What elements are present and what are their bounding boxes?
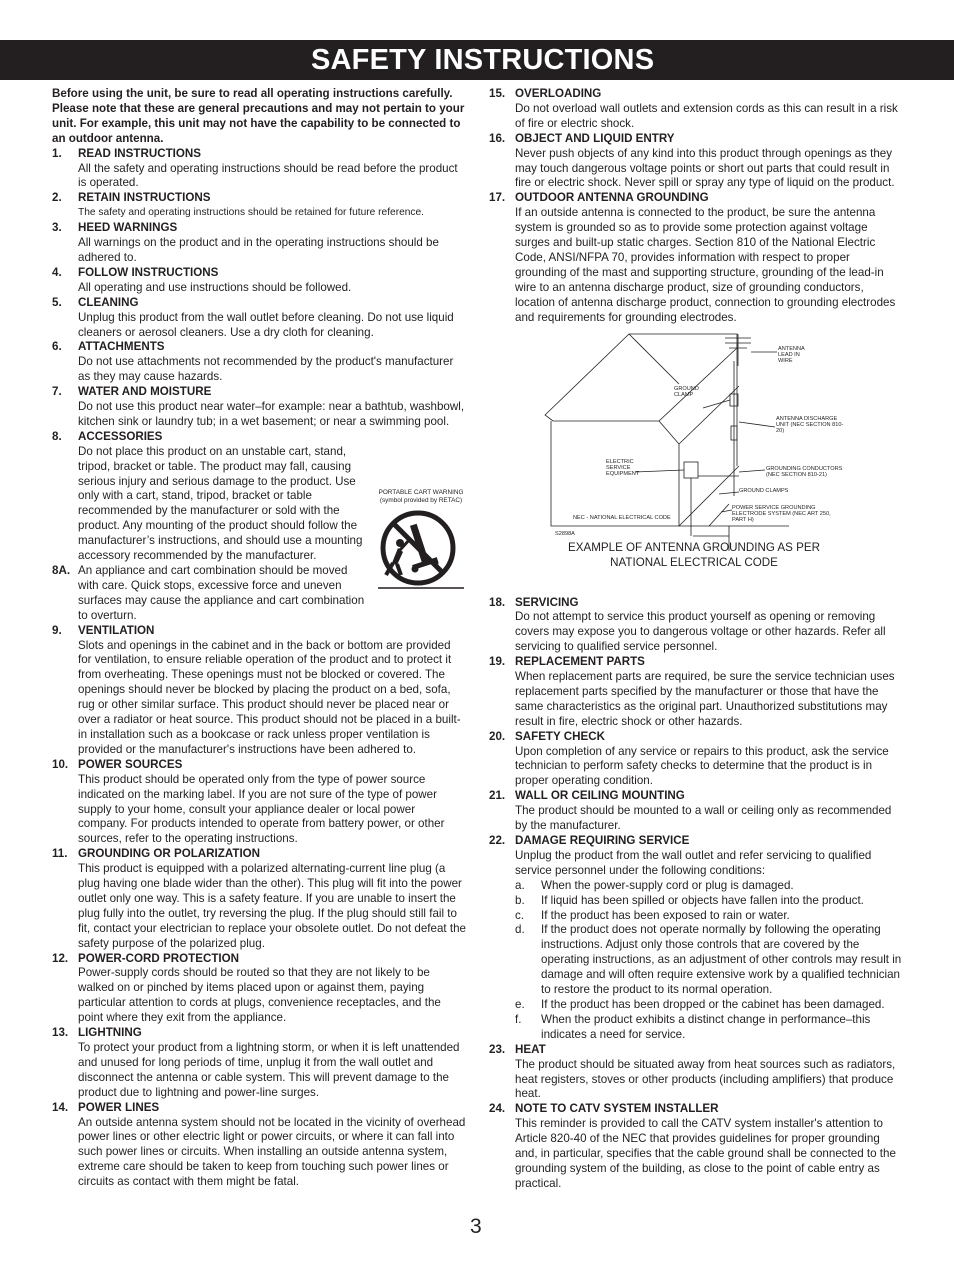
item-body: All the safety and operating instructions should be read before the product is operated. [78, 161, 458, 190]
condition-letter: e. [515, 997, 525, 1011]
instruction-item [489, 191, 903, 325]
item-heading: FOLLOW INSTRUCTIONS [78, 265, 219, 279]
item-heading: READ INSTRUCTIONS [78, 146, 202, 160]
item-number: 13. [52, 1026, 69, 1040]
item-heading: DAMAGE REQUIRING SERVICE [515, 834, 690, 847]
item-body: The product should be mounted to a wall or ceiling only as recommended by the manufacturer. [515, 804, 892, 833]
item-body: Power-supply cords should be routed so that they are not likely to be walked on or pinched by items placed upon or against them, paying particular attention to cords at plugs, convenience receptacles, and the point where they exit from the appliance. [78, 966, 441, 1025]
item-number: 18. [489, 595, 506, 609]
instruction-item [52, 296, 466, 341]
title-bar [0, 40, 954, 80]
item-body: When replacement parts are required, be sure the service technician uses replacement parts specified by the manufacturer or those that have the same characteristics as the original part. Unauthorized substitutions may result in fire, electric shock or other hazards. [515, 670, 895, 728]
item-heading: NOTE TO CATV SYSTEM INSTALLER [515, 1102, 719, 1116]
item-number: 22. [489, 834, 506, 847]
item-number: 6. [52, 340, 62, 354]
item-heading: REPLACEMENT PARTS [515, 655, 645, 669]
item-body: Do not use attachments not recommended by the product's manufacturer as they may cause hazards. [78, 355, 454, 384]
condition-item [515, 923, 903, 998]
item-body: Unplug this product from the wall outlet before cleaning. Do not use liquid cleaners or aerosol cleaners. Use a dry cloth for cleaning. [78, 310, 454, 339]
item-heading: POWER-CORD PROTECTION [78, 951, 240, 965]
instruction-item [52, 952, 466, 1027]
instruction-item [52, 191, 466, 221]
instruction-item [52, 385, 466, 430]
instruction-item [489, 1102, 903, 1191]
item-number: 21. [489, 789, 506, 803]
item-body: This product should be operated only from the type of power source indicated on the marking label. If you are not sure of the type of power supply to your home, consult your appliance dealer or local power company. For products intended to operate from battery power, or other sources, refer to the operating instructions. [78, 772, 445, 846]
condition-item [515, 1013, 903, 1043]
instruction-item [489, 655, 903, 730]
condition-text: If liquid has been spilled or objects have fallen into the product. [541, 893, 864, 907]
item-heading: WALL OR CEILING MOUNTING [515, 789, 685, 803]
item-number: 8A. [52, 564, 71, 577]
item-body: An outside antenna system should not be located in the vicinity of overhead power lines or other electric light or power circuits, or where it can fall into such power lines or circuits. When installing an outside antenna system, extreme care should be taken to keep from touching such power lines or circuits as contact with them might be fatal. [78, 1115, 466, 1189]
item-body: Do not attempt to service this product yourself as opening or removing covers may expose you to dangerous voltage or other hazards. Refer all servicing to qualified service personnel. [515, 610, 886, 654]
item-body: All warnings on the product and in the operating instructions should be adhered to. [78, 236, 439, 264]
instruction-item [489, 730, 903, 790]
ground-clamps-label: GROUND CLAMPS [739, 487, 789, 494]
page-number: 3 [470, 1215, 482, 1238]
grounding-conductors-label: GROUNDING CONDUCTORS (NEC SECTION 810-21) [766, 465, 843, 478]
condition-text: When the product exhibits a distinct change in performance–this indicates a need for service. [541, 1012, 871, 1041]
item-number: 5. [52, 295, 62, 309]
instruction-item [52, 430, 466, 564]
item-number: 7. [52, 385, 62, 399]
right-column [489, 87, 903, 1192]
item-body: Never push objects of any kind into this product through openings as they may touch dangerous voltage points or short out parts that could result in fire or electric shock. Never spill or spray any type of liquid on the product. [515, 146, 895, 190]
condition-text: When the power-supply cord or plug is damaged. [541, 878, 794, 892]
ground-clamp-label: GROUND CLAMP [674, 385, 699, 398]
page-title: SAFETY INSTRUCTIONS [311, 44, 655, 76]
condition-letter: b. [515, 893, 525, 907]
left-column [52, 87, 466, 1190]
item-number: 19. [489, 655, 506, 669]
item-body: If an outside antenna is connected to the product, be sure the antenna system is grounded so as to provide some protection against voltage surges and built-up static charges. Section 810 of the National Electric Code, ANSI/NFPA 70, provides information with respect to proper grounding of the mast and supporting structure, grounding of the lead-in wire to an antenna discharge product, size of grounding conductors, location of antenna discharge product, connection to grounding electrodes and requirements for grounding electrodes. [515, 206, 896, 324]
item-number: 24. [489, 1102, 506, 1116]
power-service-label: POWER SERVICE GROUNDING ELECTRODE SYSTEM (NEC ART 250, PART H) [732, 504, 831, 524]
electric-service-label: ELECTRIC SERVICE EQUIPMENT [606, 458, 640, 478]
item-number: 14. [52, 1100, 69, 1114]
item-number: 1. [52, 146, 62, 160]
item-number: 23. [489, 1042, 506, 1056]
nec-label: NEC - NATIONAL ELECTRICAL CODE [573, 514, 671, 521]
house-illustration [489, 326, 903, 551]
item-number: 17. [489, 191, 506, 205]
instruction-item [52, 266, 466, 296]
item-body: The product should be situated away from heat sources such as radiators, heat registers, stoves or other products (including amplifiers) that produce heat. [515, 1057, 896, 1101]
cart-warning-title: PORTABLE CART WARNING [378, 488, 464, 496]
item-heading: ACCESSORIES [78, 429, 163, 443]
damage-conditions-list [515, 879, 903, 1043]
item-number: 16. [489, 131, 506, 145]
item-number: 9. [52, 623, 62, 637]
instruction-item [52, 847, 466, 951]
cart-warning-note: (symbol provided by RETAC) [379, 496, 463, 504]
item-heading: HEED WARNINGS [78, 221, 178, 235]
item-body: Upon completion of any service or repairs to this product, ask the service technician to perform safety checks to determine that the product is in proper operating condition. [515, 744, 889, 788]
item-heading: LIGHTNING [78, 1026, 142, 1040]
condition-item [515, 879, 903, 894]
instruction-item [52, 221, 466, 266]
item-body: This product is equipped with a polarized alternating-current line plug (a plug having one blade wider than the other). This plug will fit into the power outlet only one way. This is a safety feature. If you are unable to insert the plug fully into the outlet, try reversing the plug. If the plug should still fail to fit, contact your electrician to replace your obsolete outlet. Do not defeat the safety purpose of the polarized plug. [78, 862, 466, 950]
item-body: To protect your product from a lightning storm, or when it is left unattended and unused for long periods of time, unplug it from the wall outlet and disconnect the antenna or cable system. This will prevent damage to the product due to lightning and power-line surges. [78, 1041, 460, 1099]
item-number: 12. [52, 951, 69, 965]
item-heading: RETAIN INSTRUCTIONS [78, 191, 211, 205]
diagram-caption: EXAMPLE OF ANTENNA GROUNDING AS PER NATIONAL ELECTRICAL CODE [568, 540, 820, 569]
condition-text: If the product has been dropped or the cabinet has been damaged. [541, 997, 885, 1011]
instruction-item [489, 132, 903, 192]
item-number: 3. [52, 221, 62, 235]
condition-item [515, 894, 903, 909]
condition-item [515, 909, 903, 924]
item-heading: SERVICING [515, 595, 579, 609]
instruction-item [52, 1026, 466, 1101]
intro-paragraph: Before using the unit, be sure to read all operating instructions carefully. Please note that these are general precautions and may not pertain to your unit. For example, this unit may not have the capability to be connected to an outdoor antenna. [52, 87, 465, 145]
instruction-item [52, 1101, 466, 1190]
item-heading: ATTACHMENTS [78, 340, 165, 354]
item-body: Do not use this product near water–for example: near a bathtub, washbowl, kitchen sink or laundry tub; in a wet basement; or near a swimming pool. [78, 400, 465, 428]
item-heading: GROUNDING OR POLARIZATION [78, 847, 261, 861]
instruction-item [52, 564, 466, 624]
item-number: 15. [489, 87, 506, 100]
antenna-grounding-diagram [489, 326, 903, 596]
antenna-lead-label: ANTENNA LEAD IN WIRE [778, 345, 805, 365]
item-heading: OBJECT AND LIQUID ENTRY [515, 131, 675, 145]
condition-letter: a. [515, 878, 525, 892]
item-body: The safety and operating instructions should be retained for future reference. [78, 207, 425, 219]
item-body: Do not overload wall outlets and extension cords as this can result in a risk of fire or electric shock. [515, 101, 898, 130]
instruction-item [489, 834, 903, 1043]
item-body: Slots and openings in the cabinet and in the back or bottom are provided for ventilation, to ensure reliable operation of the product and to protect it from overheating. These openings must not be blocked or covered. The openings should never be blocked by placing the product on a bed, sofa, rug or other similar surface. This product should never be placed near or over a radiator or heat source. This product should not be placed in a built-in installation such as a bookcase or rack unless proper ventilation is provided or the manufacturer's instructions have been adhered to. [78, 638, 461, 756]
instruction-item [52, 758, 466, 847]
item-heading: SAFETY CHECK [515, 729, 605, 743]
condition-letter: c. [515, 908, 525, 922]
item-heading: CLEANING [78, 295, 139, 309]
condition-text: If the product has been exposed to rain or water. [541, 908, 790, 922]
condition-letter: f. [515, 1012, 522, 1026]
instruction-item [489, 87, 903, 132]
item-heading: WATER AND MOISTURE [78, 385, 212, 399]
instruction-item [52, 624, 466, 758]
item-heading: OUTDOOR ANTENNA GROUNDING [515, 191, 709, 205]
discharge-unit-label: ANTENNA DISCHARGE UNIT (NEC SECTION 810-20) [776, 415, 844, 435]
instruction-item [52, 340, 466, 385]
item-heading: POWER SOURCES [78, 757, 183, 771]
diagram-code: S2898A [555, 530, 575, 537]
instruction-item [489, 789, 903, 834]
item-body: Do not place this product on an unstable cart, stand, tripod, bracket or table. The product may fall, causing serious injury and serious damage to the product. Use only with a cart, stand, tripod, bracket or table recommended by the manufacturer or sold with the product. Any mounting of the product should follow the manufacturer’s instructions, and should use a mounting accessory recommended by the manufacturer. [78, 444, 363, 563]
item-heading: OVERLOADING [515, 87, 602, 100]
item-number: 20. [489, 729, 506, 743]
accessories-wrap [78, 445, 466, 564]
condition-letter: d. [515, 923, 525, 937]
instruction-item [489, 596, 903, 656]
item-body: This reminder is provided to call the CATV system installer's attention to Article 820-40 of the NEC that provides guidelines for proper grounding and, in particular, specifies that the cable ground shall be connected to the grounding system of the building, as close to the point of cable entry as practical. [515, 1117, 896, 1190]
item-heading: VENTILATION [78, 623, 155, 637]
item-number: 10. [52, 757, 69, 771]
item-number: 8. [52, 429, 62, 443]
instruction-item [52, 147, 466, 192]
instruction-item [489, 1043, 903, 1103]
condition-text: If the product does not operate normally by following the operating instructions. Adjust only those controls that are covered by the operating instructions, as an adjustment of other controls may result in damage and will often require extensive work by a qualified technician to restore the product to its normal operation. [541, 923, 902, 997]
item-number: 2. [52, 191, 62, 205]
item-heading: HEAT [515, 1042, 546, 1056]
item-number: 11. [52, 847, 68, 861]
item-body: All operating and use instructions should be followed. [78, 280, 352, 294]
item-heading: POWER LINES [78, 1100, 160, 1114]
item-number: 4. [52, 265, 62, 279]
item-body: Unplug the product from the wall outlet and refer servicing to qualified service personnel under the following conditions: [515, 848, 872, 877]
condition-item [515, 998, 903, 1013]
item-body: An appliance and cart combination should be moved with care. Quick stops, excessive force and uneven surfaces may cause the appliance and cart combination to overturn. [78, 564, 365, 622]
